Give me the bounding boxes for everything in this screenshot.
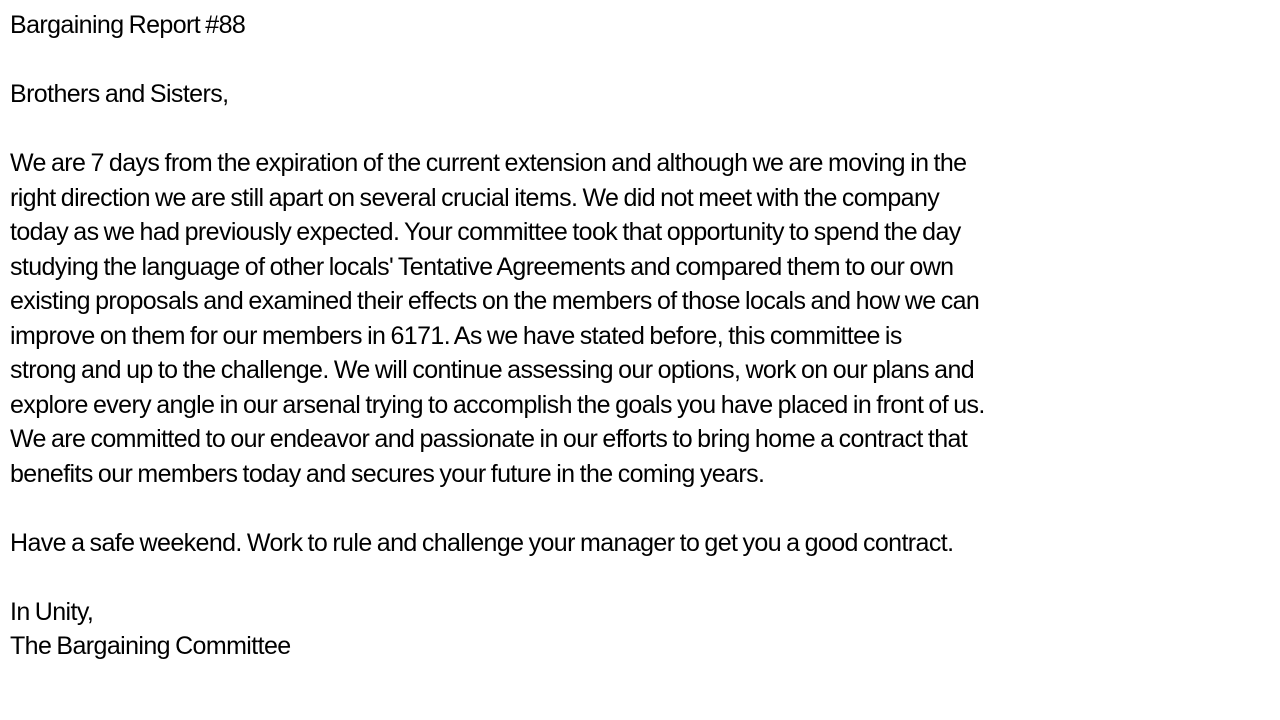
document-page — [10, 8, 1272, 664]
spacer — [10, 43, 1272, 78]
body-paragraph — [10, 146, 1272, 491]
signature: The Bargaining Committee — [10, 632, 291, 660]
body-line: right direction we are still apart on several crucial items. We did not meet with the company — [10, 183, 940, 212]
greeting: Brothers and Sisters, — [10, 80, 229, 108]
body-line: We are committed to our endeavor and passionate in our efforts to bring home a contract that — [10, 425, 968, 453]
spacer — [10, 560, 1272, 595]
body-line: improve on them for our members in 6171. As we have stated before, this committee is — [10, 321, 902, 350]
body-line: existing proposals and examined their effects on the members of those locals and how we can — [10, 287, 980, 315]
closing-message: Have a safe weekend. Work to rule and challenge your manager to get you a good contract. — [10, 528, 954, 557]
spacer — [10, 491, 1272, 526]
body-line: today as we had previously expected. Your committee took that opportunity to spend the day — [10, 218, 961, 246]
body-line: strong and up to the challenge. We will continue assessing our options, work on our plans and — [10, 356, 975, 384]
body-line: explore every angle in our arsenal trying to accomplish the goals you have placed in front of us. — [10, 390, 985, 419]
report-title: Bargaining Report #88 — [10, 11, 246, 39]
spacer — [10, 112, 1272, 147]
signoff: In Unity, — [10, 597, 94, 626]
body-line: We are 7 days from the expiration of the current extension and although we are moving in the — [10, 149, 967, 177]
body-line: studying the language of other locals' Tentative Agreements and compared them to our own — [10, 252, 954, 281]
body-line: benefits our members today and secures your future in the coming years. — [10, 459, 765, 488]
